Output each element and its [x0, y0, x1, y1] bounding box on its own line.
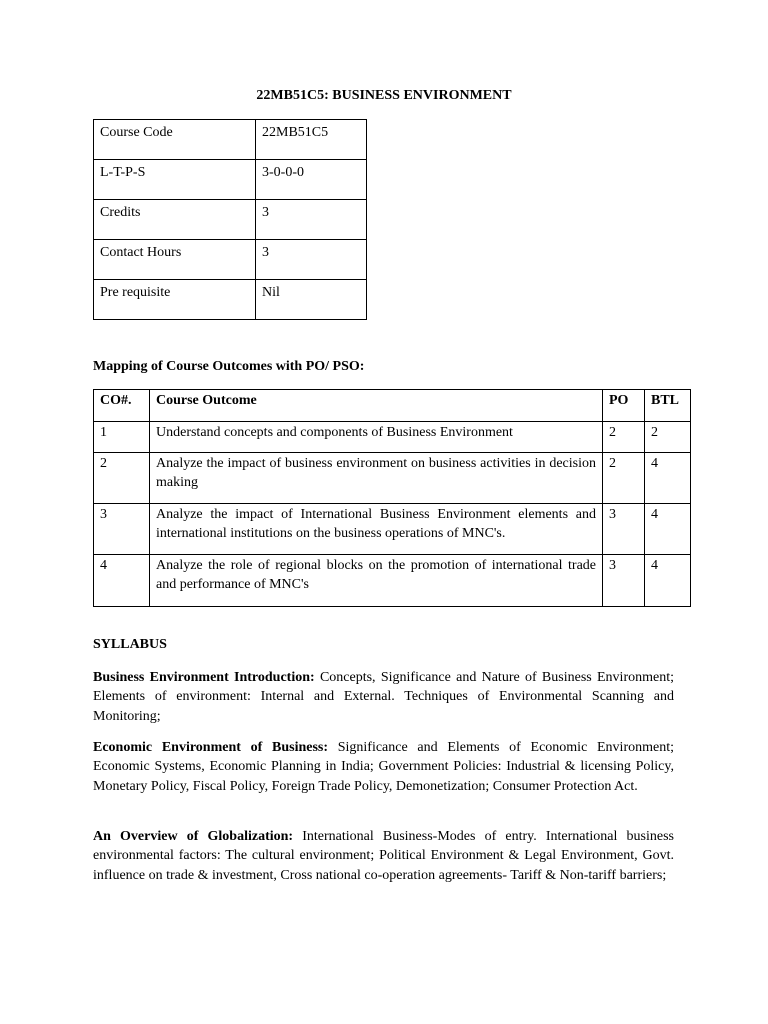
table-row	[94, 555, 691, 607]
document-title: 22MB51C5: BUSINESS ENVIRONMENT	[256, 88, 512, 103]
course-info-row	[94, 120, 367, 160]
co-po: 3	[603, 504, 645, 555]
column-header-btl: BTL	[645, 390, 691, 422]
co-number: 2	[94, 453, 150, 504]
table-row	[94, 422, 691, 453]
co-btl: 4	[645, 504, 691, 555]
co-number: 4	[94, 555, 150, 607]
course-info-label: Contact Hours	[94, 240, 256, 280]
course-info-value: 3-0-0-0	[256, 160, 367, 200]
co-outcome: Analyze the role of regional blocks on the promotion of international trade and performance of MNC's	[150, 555, 603, 607]
course-info-value: Nil	[256, 280, 367, 320]
course-outcome-header-row	[94, 390, 691, 422]
co-btl: 2	[645, 422, 691, 453]
syllabus-section	[93, 827, 674, 885]
syllabus-section-text: International Business-Modes of entry. International business environmental factors: The cultural environment; Political Environment & Legal Environment, Govt. influence on trade & investment, Cross national co-operation agreements- Tariff & Non-tariff barriers;	[93, 829, 674, 883]
course-info-label: Course Code	[94, 120, 256, 160]
syllabus-section-text: Concepts, Significance and Nature of Business Environment; Elements of environment: Internal and External. Techniques of Environmental Scanning and Monitoring;	[93, 670, 674, 724]
column-header-co: CO#.	[94, 390, 150, 422]
syllabus-section	[93, 668, 674, 726]
course-outcome-table	[93, 389, 691, 607]
course-info-value: 3	[256, 240, 367, 280]
syllabus-section	[93, 738, 674, 796]
course-info-label: Credits	[94, 200, 256, 240]
syllabus-section-text: Significance and Elements of Economic Environment; Economic Systems, Economic Planning in India; Government Policies: Industrial & licensing Policy, Monetary Policy, Fiscal Policy, Foreign Trade Policy, Demonetization; Consumer Protection Act.	[93, 740, 674, 794]
co-outcome: Analyze the impact of International Business Environment elements and international institutions on the business operations of MNC's.	[150, 504, 603, 555]
course-info-row	[94, 280, 367, 320]
course-info-row	[94, 200, 367, 240]
course-info-row	[94, 160, 367, 200]
column-header-po: PO	[603, 390, 645, 422]
syllabus-section-title: Business Environment Introduction:	[93, 670, 315, 685]
syllabus-section-title: Economic Environment of Business:	[93, 740, 329, 755]
mapping-heading: Mapping of Course Outcomes with PO/ PSO:	[93, 359, 365, 374]
co-btl: 4	[645, 555, 691, 607]
co-number: 3	[94, 504, 150, 555]
course-info-table	[93, 119, 367, 320]
co-btl: 4	[645, 453, 691, 504]
syllabus-section-title: An Overview of Globalization:	[93, 829, 294, 844]
table-row	[94, 453, 691, 504]
co-po: 2	[603, 453, 645, 504]
course-info-row	[94, 240, 367, 280]
course-info-label: L-T-P-S	[94, 160, 256, 200]
course-info-label: Pre requisite	[94, 280, 256, 320]
co-outcome: Analyze the impact of business environment on business activities in decision making	[150, 453, 603, 504]
syllabus-heading: SYLLABUS	[93, 637, 167, 652]
column-header-outcome: Course Outcome	[150, 390, 603, 422]
table-row	[94, 504, 691, 555]
co-po: 3	[603, 555, 645, 607]
co-number: 1	[94, 422, 150, 453]
co-outcome: Understand concepts and components of Business Environment	[150, 422, 603, 453]
course-info-value: 22MB51C5	[256, 120, 367, 160]
course-info-value: 3	[256, 200, 367, 240]
co-po: 2	[603, 422, 645, 453]
